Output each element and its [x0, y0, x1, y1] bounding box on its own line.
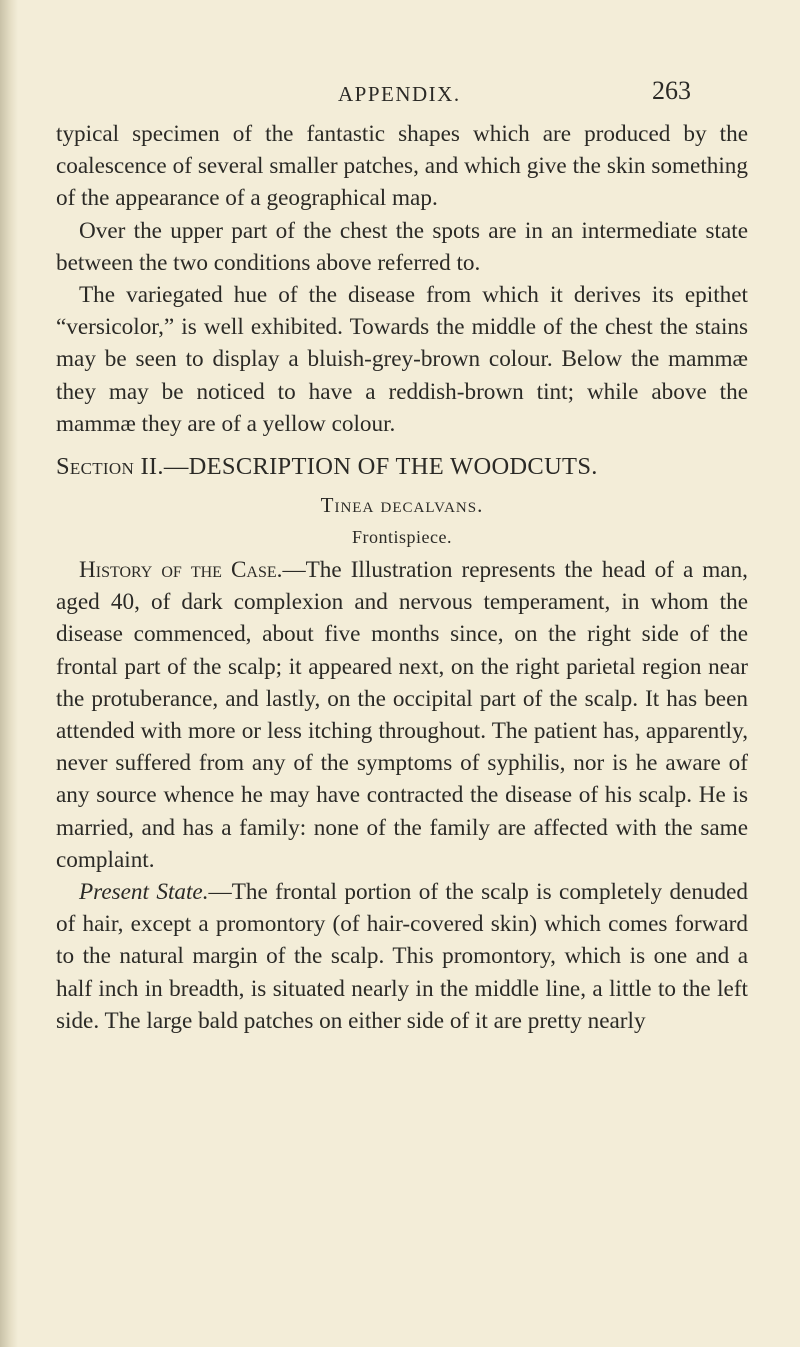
paragraph-variegated-hue: The variegated hue of the disease from which it derives its epithet “versicolor,” is well exhibited. Towards the middle of the chest the stains may be seen to display a bluish-grey-brown colour. Below the mammæ they may be noticed to have a reddish-brown tint; while above the mammæ they are of a yellow colour. — [56, 282, 748, 437]
page-number: 263 — [652, 76, 691, 105]
present-state-lead-in: Present State. — [79, 879, 209, 906]
frontispiece-caption: Frontispiece. — [352, 527, 452, 548]
disease-subheading: Tinea decalvans. — [320, 493, 484, 518]
paragraph-history — [56, 554, 748, 876]
paragraph-map-appearance: typical specimen of the fantastic shapes which are produced by the coalescence of several smaller patches, and which give the skin something of the appearance of a geographical map. — [56, 121, 748, 212]
section-title: —DESCRIPTION OF THE WOODCUTS. — [163, 453, 598, 481]
page-edge-shadow — [0, 0, 18, 1347]
history-lead-in: History of the Case. — [79, 557, 283, 584]
history-text: —The Illustration represents the head of a man, aged 40, of dark complexion and nervous temperament, in whom the disease commenced, about five months since, on the right side of the frontal part of the scalp; it appeared next, on the right parietal region near the protuberance, and lastly, on the occipital part of the scalp. It has been attended with more or less itching throughout. The patient has, apparently, never suffered from any of the symptoms of syphilis, nor is he aware of any source whence he may have contracted the disease of his scalp. He is married, and has a family: none of the family are affected with the same complaint. — [56, 557, 748, 873]
paragraph-present-state — [56, 876, 748, 1037]
present-state-text: —The frontal portion of the scalp is completely denuded of hair, except a promontory (of hair-covered skin) which comes forward to the natural margin of the scalp. This promontory, which is one and a half inch in breadth, is situated nearly in the middle line, a little to the left side. The large bald patches on either side of it are pretty nearly — [56, 879, 748, 1034]
running-head: APPENDIX. — [338, 82, 461, 106]
paragraph-upper-chest: Over the upper part of the chest the spots are in an intermediate state between the two conditions above referred to. — [56, 217, 748, 276]
page-body — [56, 118, 748, 1037]
section-label: Section II. — [56, 453, 164, 481]
section-heading — [56, 450, 748, 484]
